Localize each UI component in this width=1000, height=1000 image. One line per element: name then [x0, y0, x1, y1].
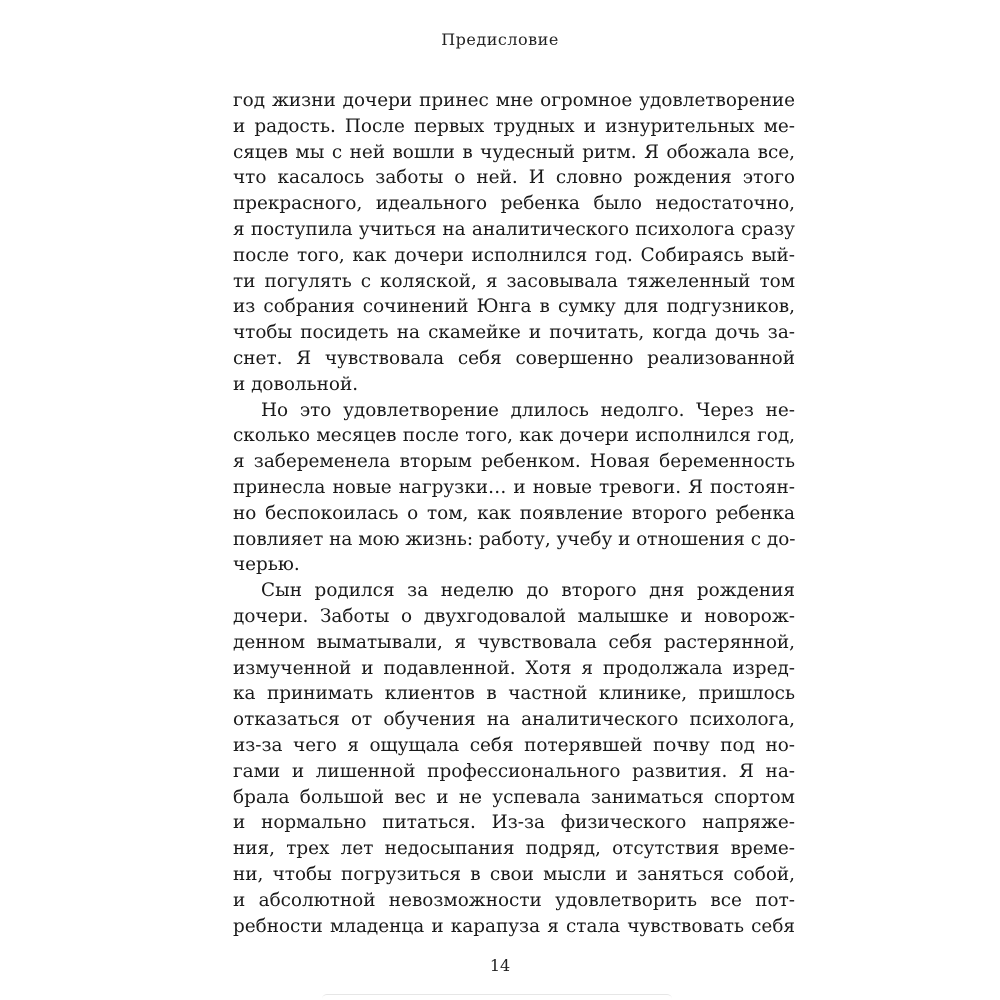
body-text: [233, 88, 795, 939]
text-line: отказаться от обучения на аналитического психолога,: [233, 709, 795, 731]
text-line: денном выматывали, я чувствовала себя растерянной,: [233, 631, 795, 653]
text-line: что касалось заботы о ней. И словно рождения этого: [233, 167, 795, 189]
text-line: Но это удовлетворение длилось недолго. Через не-: [261, 399, 795, 421]
running-head: Предисловие: [441, 30, 559, 49]
text-line: и абсолютной невозможности удовлетворить все пот-: [233, 889, 795, 911]
text-line: из-за чего я ощущала себя потерявшей почву под но-: [233, 734, 795, 756]
text-line: ка принимать клиентов в частной клинике, пришлось: [233, 683, 795, 705]
text-line: год жизни дочери принес мне огромное удовлетворение: [233, 90, 795, 111]
text-line: сяцев мы с ней вошли в чудесный ритм. Я обожала все,: [233, 141, 795, 163]
paragraph: [233, 398, 795, 579]
text-line: ти погулять с коляской, я засовывала тяжеленный том: [233, 270, 795, 292]
text-line: измученной и подавленной. Хотя я продолжала изред-: [233, 657, 795, 679]
text-line: брала большой вес и не успевала заниматься спортом: [233, 786, 795, 808]
text-line: черью.: [233, 554, 300, 576]
text-line: ни, чтобы погрузиться в свои мысли и заняться собой,: [233, 863, 795, 885]
paragraph: [233, 88, 795, 398]
text-line: снет. Я чувствовала себя совершенно реализованной: [233, 347, 795, 369]
text-line: я поступила учиться на аналитического психолога сразу: [233, 218, 795, 240]
paragraph: [233, 578, 795, 939]
text-line: прекрасного, идеального ребенка было недостаточно,: [233, 193, 795, 215]
text-line: повлияет на мою жизнь: работу, учебу и отношения с до-: [233, 528, 795, 550]
text-line: я забеременела вторым ребенком. Новая беременность: [233, 451, 795, 473]
text-line: из собрания сочинений Юнга в сумку для подгузников,: [233, 296, 795, 318]
page-number: 14: [489, 956, 511, 975]
text-line: принесла новые нагрузки… и новые тревоги. Я постоян-: [233, 476, 795, 498]
text-line: Сын родился за неделю до второго дня рождения: [261, 580, 795, 602]
text-line: сколько месяцев после того, как дочери исполнился год,: [233, 425, 795, 447]
text-line: ребности младенца и карапуза я стала чувствовать себя: [233, 915, 795, 937]
page-edge-divider: [322, 994, 672, 999]
text-line: ния, трех лет недосыпания подряд, отсутствия време-: [233, 838, 795, 860]
text-line: и нормально питаться. Из-за физического напряже-: [233, 812, 795, 834]
text-line: дочери. Заботы о двухгодовалой малышке и новорож-: [233, 605, 795, 627]
text-line: чтобы посидеть на скамейке и почитать, когда дочь за-: [233, 322, 795, 344]
text-line: после того, как дочери исполнился год. Собираясь вый-: [233, 244, 795, 266]
text-line: гами и лишенной профессионального развития. Я на-: [233, 760, 795, 782]
text-line: и довольной.: [233, 373, 359, 395]
text-line: но беспокоилась о том, как появление второго ребенка: [233, 502, 795, 524]
text-line: и радость. После первых трудных и изнурительных ме-: [233, 115, 795, 137]
